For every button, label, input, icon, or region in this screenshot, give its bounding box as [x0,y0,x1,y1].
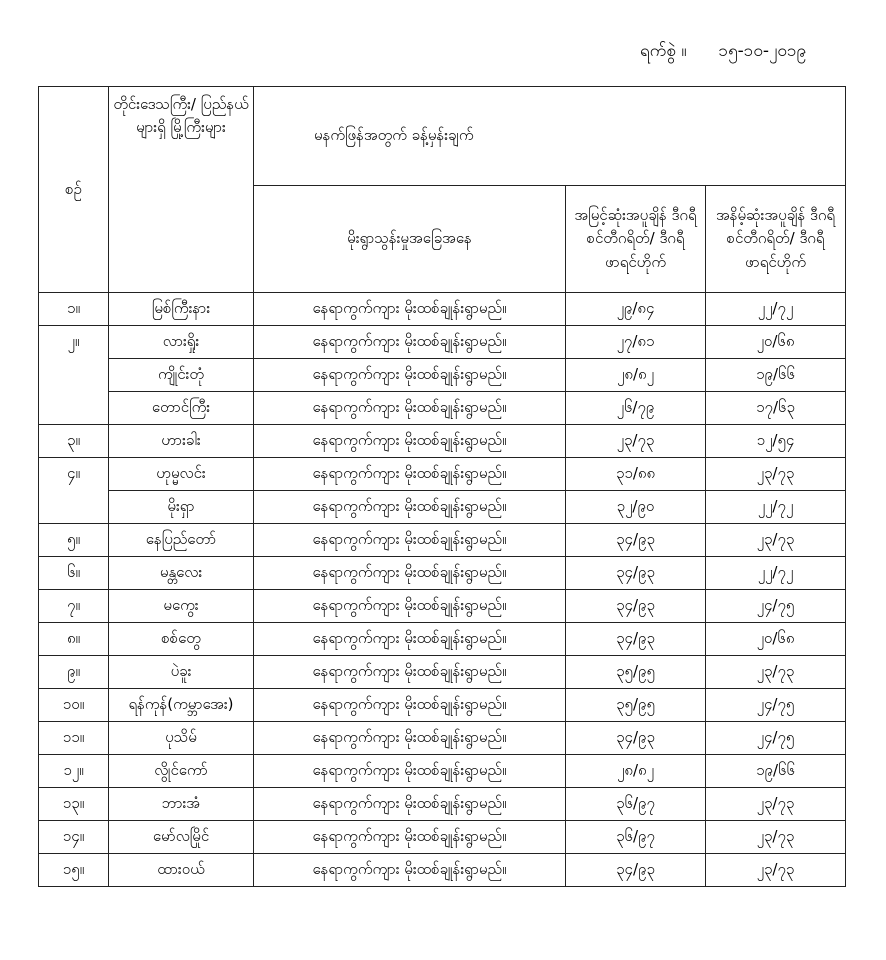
row-max-temperature: ၂၉/၈၄ [566,293,706,326]
row-city: ကျိုင်းတုံ [109,359,254,392]
row-rainfall-condition: နေရာကွက်ကျား မိုးထစ်ချုန်းရွာမည်။ [254,293,566,326]
row-city: မန္တလေး [109,557,254,590]
row-city: မကွေး [109,590,254,623]
row-max-temperature: ၃၄/၉၃ [566,590,706,623]
table-row [39,557,846,590]
table-row [39,788,846,821]
row-city: နေပြည်တော် [109,524,254,557]
row-rainfall-condition: နေရာကွက်ကျား မိုးထစ်ချုန်းရွာမည်။ [254,359,566,392]
row-max-temperature: ၃၅/၉၅ [566,656,706,689]
row-min-temperature: ၂၃/၇၃ [706,788,846,821]
row-max-temperature: ၂၈/၈၂ [566,359,706,392]
row-rainfall-condition: နေရာကွက်ကျား မိုးထစ်ချုန်းရွာမည်။ [254,821,566,854]
row-min-temperature: ၂၂/၇၂ [706,293,846,326]
table-row [39,392,846,425]
table-row [39,359,846,392]
row-min-temperature: ၁၉/၆၆ [706,359,846,392]
table-row [39,821,846,854]
row-min-temperature: ၂၄/၇၅ [706,689,846,722]
row-min-temperature: ၂၀/၆၈ [706,623,846,656]
row-min-temperature: ၂၃/၇၃ [706,524,846,557]
row-min-temperature: ၁၂/၅၄ [706,425,846,458]
row-min-temperature: ၂၂/၇၂ [706,557,846,590]
row-rainfall-condition: နေရာကွက်ကျား မိုးထစ်ချုန်းရွာမည်။ [254,458,566,491]
row-min-temperature: ၁၇/၆၃ [706,392,846,425]
row-max-temperature: ၃၄/၉၃ [566,623,706,656]
table-row [39,458,846,491]
row-min-temperature: ၂၂/၇၂ [706,491,846,524]
row-city: တောင်ကြီး [109,392,254,425]
row-city: လွိုင်ကော် [109,755,254,788]
forecast-table [38,86,846,887]
row-max-temperature: ၂၃/၇၃ [566,425,706,458]
row-rainfall-condition: နေရာကွက်ကျား မိုးထစ်ချုန်းရွာမည်။ [254,722,566,755]
table-row [39,854,846,887]
row-max-temperature: ၃၄/၉၃ [566,722,706,755]
row-max-temperature: ၂၆/၇၉ [566,392,706,425]
row-serial-number: ၁၀။ [39,689,109,722]
header-serial-number: စဉ် [39,87,109,293]
row-rainfall-condition: နေရာကွက်ကျား မိုးထစ်ချုန်းရွာမည်။ [254,755,566,788]
row-min-temperature: ၁၉/၆၆ [706,755,846,788]
header-min-temperature: အနိမ့်ဆုံးအပူချိန် ဒီဂရီစင်တီဂရိတ်/ ဒီဂရီဖာရင်ဟိုက် [706,186,846,293]
row-serial-number: ၁၄။ [39,821,109,854]
header-rainfall-condition: မိုးရွာသွန်းမှုအခြေအနေ [254,186,566,293]
row-max-temperature: ၃၁/၈၈ [566,458,706,491]
row-serial-number: ၃။ [39,425,109,458]
row-max-temperature: ၂၈/၈၂ [566,755,706,788]
header-max-temperature: အမြင့်ဆုံးအပူချိန် ဒီဂရီစင်တီဂရိတ်/ ဒီဂရီဖာရင်ဟိုက် [566,186,706,293]
row-max-temperature: ၃၆/၉၇ [566,788,706,821]
table-row [39,623,846,656]
row-rainfall-condition: နေရာကွက်ကျား မိုးထစ်ချုန်းရွာမည်။ [254,854,566,887]
row-max-temperature: ၃၆/၉၇ [566,821,706,854]
row-min-temperature: ၂၃/၇၃ [706,656,846,689]
header-forecast-title: မနက်ဖြန်အတွက် ခန့်မှန်းချက် [254,87,846,186]
table-row [39,689,846,722]
row-city: ဟားခါး [109,425,254,458]
table-row [39,491,846,524]
date-label: ရက်စွဲ ။ [640,41,687,61]
row-min-temperature: ၂၃/၇၃ [706,458,846,491]
row-rainfall-condition: နေရာကွက်ကျား မိုးထစ်ချုန်းရွာမည်။ [254,557,566,590]
row-serial-number: ၁၃။ [39,788,109,821]
row-serial-number: ၁၅။ [39,854,109,887]
row-serial-number: ၇။ [39,590,109,623]
row-rainfall-condition: နေရာကွက်ကျား မိုးထစ်ချုန်းရွာမည်။ [254,689,566,722]
row-serial-number: ၈။ [39,623,109,656]
table-row [39,590,846,623]
table-row [39,524,846,557]
row-rainfall-condition: နေရာကွက်ကျား မိုးထစ်ချုန်းရွာမည်။ [254,524,566,557]
row-min-temperature: ၂၀/၆၈ [706,326,846,359]
row-serial-number: ၅။ [39,524,109,557]
row-city: ဘားအံ [109,788,254,821]
row-city: ဟုမ္မလင်း [109,458,254,491]
row-rainfall-condition: နေရာကွက်ကျား မိုးထစ်ချုန်းရွာမည်။ [254,788,566,821]
document-date [640,40,806,65]
row-city: ရန်ကုန်(ကမ္ဘာအေး) [109,689,254,722]
row-serial-number: ၉။ [39,656,109,689]
date-value: ၁၅-၁၀-၂၀၁၉ [718,41,807,61]
row-serial-number: ၁၂။ [39,755,109,788]
row-max-temperature: ၃၅/၉၅ [566,689,706,722]
row-city: ပုသိမ် [109,722,254,755]
row-min-temperature: ၂၃/၇၃ [706,854,846,887]
row-max-temperature: ၃၄/၉၃ [566,557,706,590]
row-rainfall-condition: နေရာကွက်ကျား မိုးထစ်ချုန်းရွာမည်။ [254,590,566,623]
row-serial-number: ၁။ [39,293,109,326]
row-city: မြစ်ကြီးနား [109,293,254,326]
header-city: တိုင်းဒေသကြီး/ ပြည်နယ်များရှိ မြို့ကြီးများ [109,87,254,293]
row-max-temperature: ၃၄/၉၃ [566,854,706,887]
table-row [39,722,846,755]
table-header-row [39,87,846,186]
row-rainfall-condition: နေရာကွက်ကျား မိုးထစ်ချုန်းရွာမည်။ [254,326,566,359]
row-max-temperature: ၂၇/၈၁ [566,326,706,359]
row-serial-number: ၁၁။ [39,722,109,755]
table-row [39,425,846,458]
row-city: မော်လမြိုင် [109,821,254,854]
row-rainfall-condition: နေရာကွက်ကျား မိုးထစ်ချုန်းရွာမည်။ [254,392,566,425]
row-min-temperature: ၂၄/၇၅ [706,722,846,755]
row-rainfall-condition: နေရာကွက်ကျား မိုးထစ်ချုန်းရွာမည်။ [254,425,566,458]
row-min-temperature: ၂၃/၇၃ [706,821,846,854]
row-city: ထားဝယ် [109,854,254,887]
row-max-temperature: ၃၂/၉၀ [566,491,706,524]
row-rainfall-condition: နေရာကွက်ကျား မိုးထစ်ချုန်းရွာမည်။ [254,491,566,524]
row-city: ပဲခူး [109,656,254,689]
row-min-temperature: ၂၄/၇၅ [706,590,846,623]
table-row [39,755,846,788]
row-city: လားရှိုး [109,326,254,359]
row-serial-number: ၄။ [39,458,109,524]
row-city: မိုးရှာ [109,491,254,524]
row-serial-number: ၂။ [39,326,109,425]
row-city: စစ်တွေ [109,623,254,656]
table-row [39,656,846,689]
row-rainfall-condition: နေရာကွက်ကျား မိုးထစ်ချုန်းရွာမည်။ [254,656,566,689]
row-max-temperature: ၃၄/၉၃ [566,524,706,557]
row-rainfall-condition: နေရာကွက်ကျား မိုးထစ်ချုန်းရွာမည်။ [254,623,566,656]
table-row [39,326,846,359]
table-row [39,293,846,326]
row-serial-number: ၆။ [39,557,109,590]
